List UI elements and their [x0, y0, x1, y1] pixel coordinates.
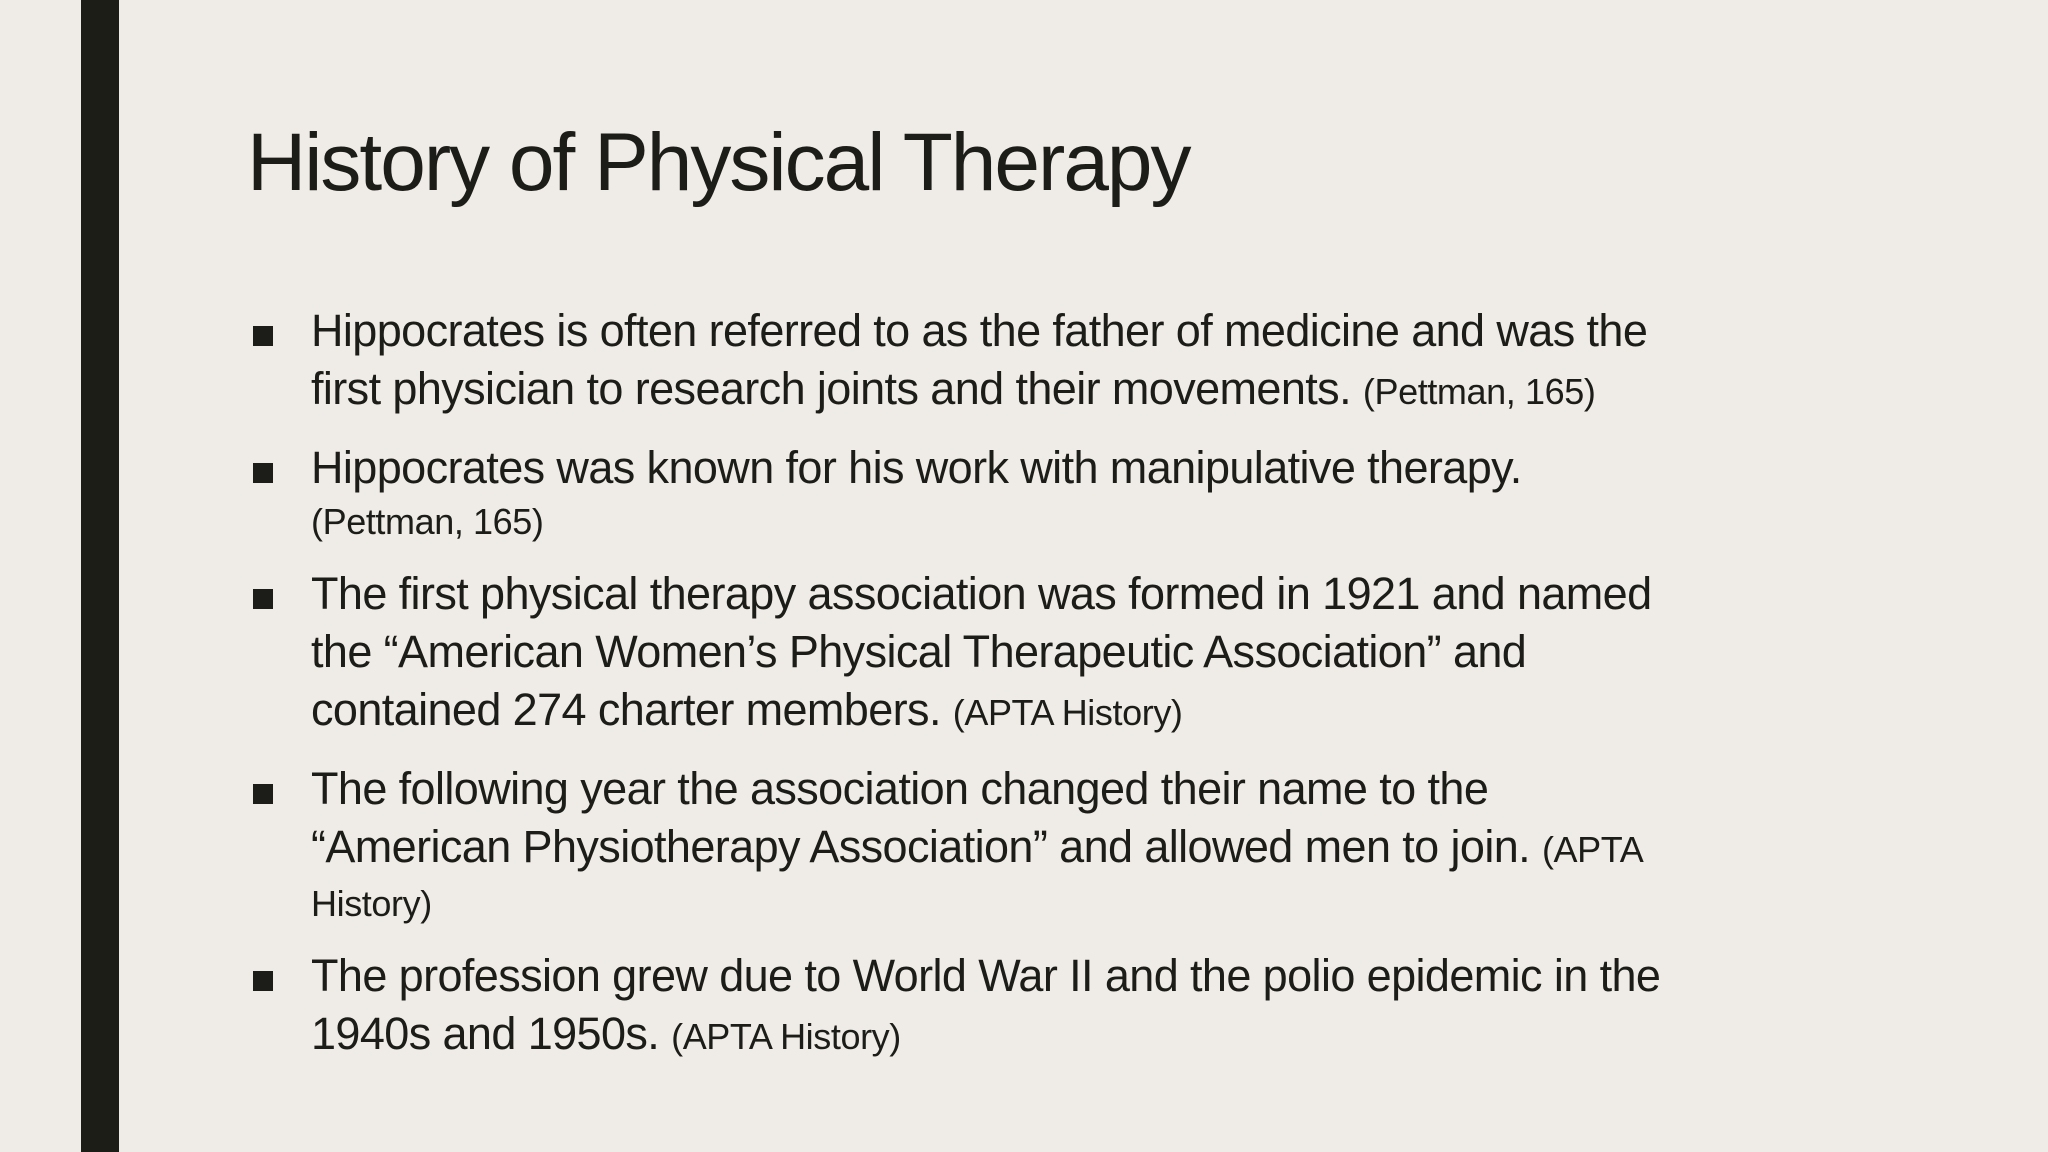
citation: (APTA History)	[952, 692, 1183, 733]
bullet-line	[311, 760, 1807, 818]
accent-side-bar	[81, 0, 119, 1152]
bullet-text: Hippocrates is often referred to as the father of medicine and was the	[311, 305, 1648, 356]
bullet-item-name-change	[247, 760, 1807, 929]
bullet-text: “American Physiotherapy Association” and allowed men to join.	[311, 821, 1531, 872]
bullet-text: The following year the association changed their name to the	[311, 763, 1489, 814]
bullet-text: 1940s and 1950s.	[311, 1008, 660, 1059]
bullet-line	[311, 439, 1807, 497]
bullet-line	[311, 565, 1807, 623]
bullet-line	[311, 1005, 1807, 1066]
bullet-item-manipulative-therapy	[247, 439, 1807, 547]
bullet-text: The profession grew due to World War II and the polio epidemic in the	[311, 950, 1661, 1001]
citation: (APTA History)	[671, 1016, 901, 1057]
bullet-line	[311, 947, 1807, 1005]
bullet-item-first-association	[247, 565, 1807, 742]
square-bullet-icon	[253, 326, 273, 346]
bullet-line	[311, 681, 1807, 742]
bullet-line	[311, 818, 1807, 879]
slide-title: History of Physical Therapy	[247, 117, 1190, 208]
square-bullet-icon	[253, 784, 273, 804]
bullet-line	[311, 623, 1807, 681]
citation: (APTA	[1541, 829, 1644, 870]
bullet-text: Hippocrates was known for his work with manipulative therapy.	[311, 442, 1522, 493]
citation: History)	[311, 883, 432, 924]
bullet-item-profession-growth	[247, 947, 1807, 1066]
bullet-item-hippocrates-father	[247, 302, 1807, 421]
square-bullet-icon	[253, 589, 273, 609]
square-bullet-icon	[253, 463, 273, 483]
citation: (Pettman, 165)	[311, 501, 544, 542]
bullet-line	[311, 302, 1807, 360]
bullet-line	[311, 360, 1807, 421]
bullet-text: contained 274 charter members.	[311, 684, 941, 735]
bullet-text: the “American Women’s Physical Therapeutic Association” and	[311, 626, 1527, 677]
citation: (Pettman, 165)	[1362, 371, 1596, 412]
bullet-list	[247, 302, 1807, 1066]
square-bullet-icon	[253, 971, 273, 991]
bullet-text: The first physical therapy association was formed in 1921 and named	[311, 568, 1652, 619]
bullet-text: first physician to research joints and their movements.	[311, 363, 1351, 414]
